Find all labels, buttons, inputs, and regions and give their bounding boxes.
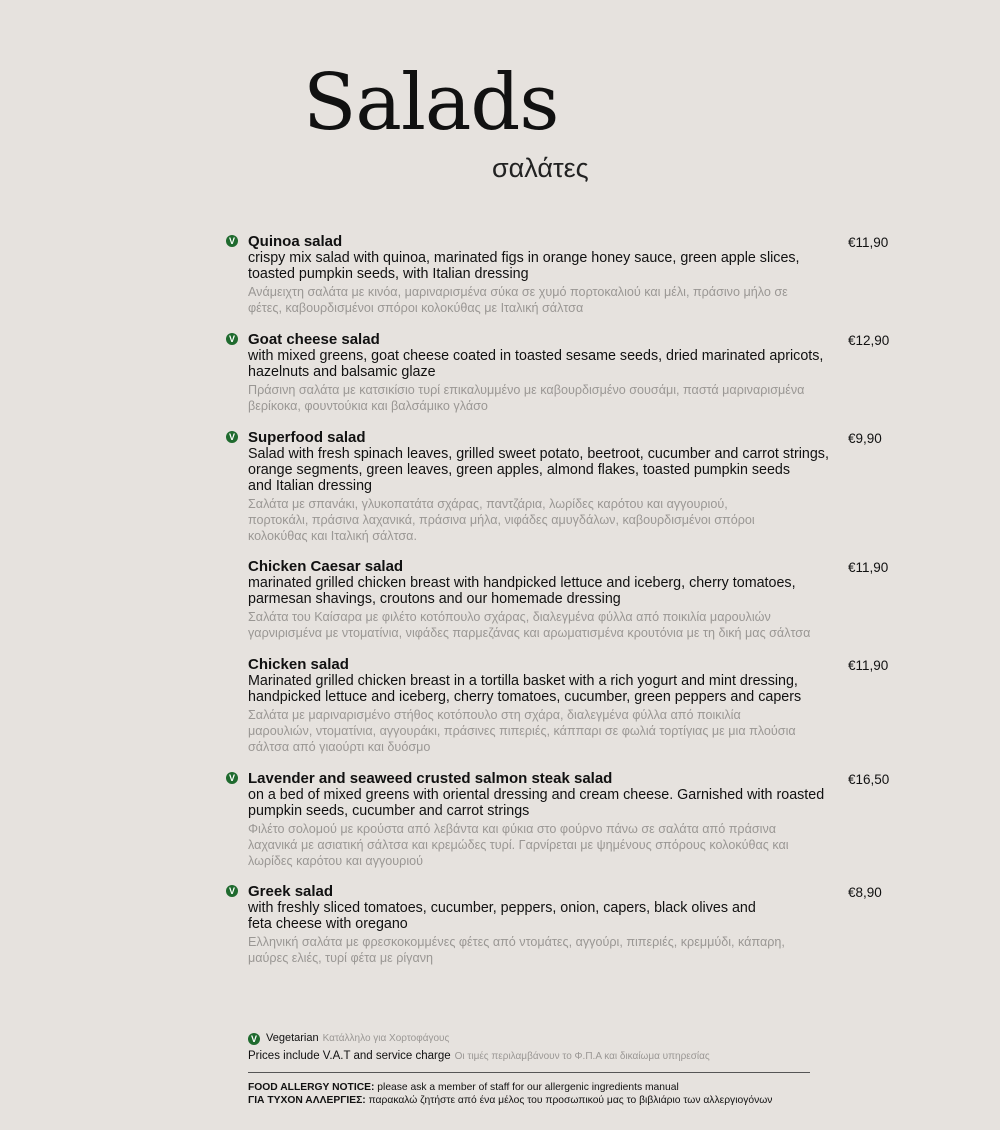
item-price: €11,90: [848, 560, 889, 575]
item-description-greek: [248, 610, 848, 642]
description-line: orange segments, green leaves, green apples, almond flakes, toasted pumpkin seeds: [248, 462, 791, 478]
item-description-greek: [248, 383, 848, 415]
item-price: €12,90: [848, 333, 890, 348]
allergy-notice: [248, 1081, 772, 1107]
item-description: [248, 575, 848, 607]
item-description: [248, 446, 848, 494]
description-line-greek: Σαλάτα με σπανάκι, γλυκοπατάτα σχάρας, παντζάρια, λωρίδες καρότου και αγγουριού,: [248, 497, 728, 511]
description-line-greek: Σαλάτα με μαριναρισμένο στήθος κοτόπουλο στη σχάρα, διαλεγμένα φύλλα από ποικιλία: [248, 708, 741, 722]
description-line-greek: φέτες, καβουρδισμένοι σπόροι κολοκύθας με Ιταλική σάλτσα: [248, 300, 584, 315]
vegetarian-icon: V: [226, 772, 238, 784]
description-line: with freshly sliced tomatoes, cucumber, peppers, onion, capers, black olives and: [248, 900, 756, 916]
vegetarian-legend: [248, 1032, 449, 1044]
description-line: parmesan shavings, croutons and our homemade dressing: [248, 591, 621, 607]
description-line-greek: κολοκύθας και Ιταλική σάλτσα.: [248, 528, 417, 543]
description-line-greek: λαχανικά με ασιατική σάλτσα και κρεμώδες τυρί. Γαρνίρεται με ψημένους σπόρους κολοκύθας και: [248, 837, 789, 852]
vegetarian-icon: V: [226, 235, 238, 247]
item-description: [248, 348, 848, 380]
item-description-greek: [248, 822, 848, 869]
item-name: Chicken Caesar salad: [248, 558, 404, 575]
description-line-greek: μαύρες ελιές, τυρί φέτα με ρίγανη: [248, 950, 434, 965]
description-line: Salad with fresh spinach leaves, grilled sweet potato, beetroot, cucumber and carrot strings,: [248, 446, 829, 462]
item-name: Lavender and seaweed crusted salmon steak salad: [248, 770, 613, 787]
item-price: €8,90: [848, 885, 882, 900]
vegetarian-icon: V: [226, 885, 238, 897]
description-line: marinated grilled chicken breast with handpicked lettuce and iceberg, cherry tomatoes,: [248, 575, 796, 591]
item-description: [248, 673, 848, 705]
menu-item: [248, 656, 848, 755]
allergy-text-greek: παρακαλώ ζητήστε από ένα μέλος του προσωπικού μας το βιβλιάριο των αλλεργιογόνων: [365, 1095, 773, 1106]
description-line: pumpkin seeds, cucumber and carrot strings: [248, 803, 530, 819]
description-line: hazelnuts and balsamic glaze: [248, 364, 436, 380]
item-description: [248, 250, 848, 282]
legend-label-greek: Κατάλληλο για Χορτοφάγους: [322, 1033, 450, 1044]
description-line: Marinated grilled chicken breast in a tortilla basket with a rich yogurt and mint dressing,: [248, 673, 798, 689]
item-price: €16,50: [848, 772, 890, 787]
description-line-greek: βερίκοκα, φουντούκια και βαλσάμικο γλάσο: [248, 398, 488, 413]
item-description-greek: [248, 708, 848, 755]
item-price: €11,90: [848, 658, 889, 673]
menu-item: [228, 233, 848, 317]
vegetarian-icon: V: [226, 431, 238, 443]
menu-item: [248, 558, 848, 642]
description-line-greek: Σαλάτα του Καίσαρα με φιλέτο κοτόπουλο σχάρας, διαλεγμένα φύλλα από ποικιλία μαρουλιών: [248, 610, 771, 624]
item-name: Quinoa salad: [248, 233, 343, 250]
menu-item: [228, 429, 848, 544]
item-name: Superfood salad: [248, 429, 366, 446]
menu-item: [228, 770, 848, 869]
description-line: on a bed of mixed greens with oriental dressing and cream cheese. Garnished with roasted: [248, 787, 825, 803]
item-price: €9,90: [848, 431, 882, 446]
page-title: Salads: [303, 58, 559, 148]
description-line: with mixed greens, goat cheese coated in toasted sesame seeds, dried marinated apricots,: [248, 348, 824, 364]
item-name: Chicken salad: [248, 656, 349, 673]
allergy-label: FOOD ALLERGY NOTICE:: [248, 1082, 375, 1093]
allergy-text: please ask a member of staff for our allergenic ingredients manual: [374, 1082, 679, 1093]
item-description-greek: [248, 497, 848, 544]
description-line: handpicked lettuce and iceberg, cherry tomatoes, cucumber, green peppers and capers: [248, 689, 802, 705]
description-line-greek: πορτοκάλι, πράσινα λαχανικά, πράσινα μήλα, νιφάδες αμυγδάλων, καβουρδισμένοι σπόροι: [248, 512, 755, 527]
legend-label: Vegetarian: [266, 1032, 319, 1044]
vat-notice: [248, 1050, 710, 1062]
page-subtitle: σαλάτες: [492, 153, 589, 183]
description-line: crispy mix salad with quinoa, marinated figs in orange honey sauce, green apple slices,: [248, 250, 800, 266]
item-description-greek: [248, 935, 848, 967]
item-description: [248, 787, 848, 819]
divider: [248, 1072, 810, 1073]
description-line: and Italian dressing: [248, 478, 372, 494]
description-line-greek: μαρουλιών, ντοματίνια, αγγουράκι, πράσινες πιπεριές, κάππαρι σε φωλιά τορτίγιας με μια πλούσια: [248, 723, 796, 738]
description-line: toasted pumpkin seeds, with Italian dressing: [248, 266, 529, 282]
vegetarian-icon: V: [226, 333, 238, 345]
item-name: Goat cheese salad: [248, 331, 380, 348]
description-line-greek: Πράσινη σαλάτα με κατσικίσιο τυρί επικαλυμμένο με καβουρδισμένο σουσάμι, παστά μαριναρισμένα: [248, 383, 805, 397]
description-line: feta cheese with oregano: [248, 916, 408, 932]
description-line-greek: Φιλέτο σολομού με κρούστα από λεβάντα και φύκια στο φούρνο πάνω σε σαλάτα από πράσινα: [248, 822, 777, 836]
menu-item: [228, 883, 848, 967]
description-line-greek: γαρνιρισμένα με ντοματίνια, νιφάδες παρμεζάνας και αρωματισμένα κρουτόνια με τη δική μας σάλτσα: [248, 625, 811, 640]
vat-text-greek: Οι τιμές περιλαμβάνουν το Φ.Π.Α και δικαίωμα υπηρεσίας: [454, 1051, 710, 1062]
item-name: Greek salad: [248, 883, 334, 900]
description-line-greek: λωρίδες καρότου και αγγουριού: [248, 853, 424, 868]
item-description-greek: [248, 285, 848, 317]
description-line-greek: σάλτσα από γιαούρτι και δυόσμο: [248, 739, 431, 754]
vegetarian-icon: V: [248, 1033, 260, 1045]
allergy-label-greek: ΓΙΑ ΤΥΧΟΝ ΑΛΛΕΡΓΙΕΣ:: [248, 1095, 366, 1106]
description-line-greek: Ανάμειχτη σαλάτα με κινόα, μαριναρισμένα σύκα σε χυμό πορτοκαλιού και μέλι, πράσινο μήλο σε: [248, 285, 788, 299]
vat-text: Prices include V.A.T and service charge: [248, 1050, 451, 1062]
menu-item: [228, 331, 848, 415]
item-price: €11,90: [848, 235, 889, 250]
item-description: [248, 900, 848, 932]
description-line-greek: Ελληνική σαλάτα με φρεσκοκομμένες φέτες από ντομάτες, αγγούρι, πιπεριές, κρεμμύδι, κάπαρη,: [248, 935, 785, 949]
